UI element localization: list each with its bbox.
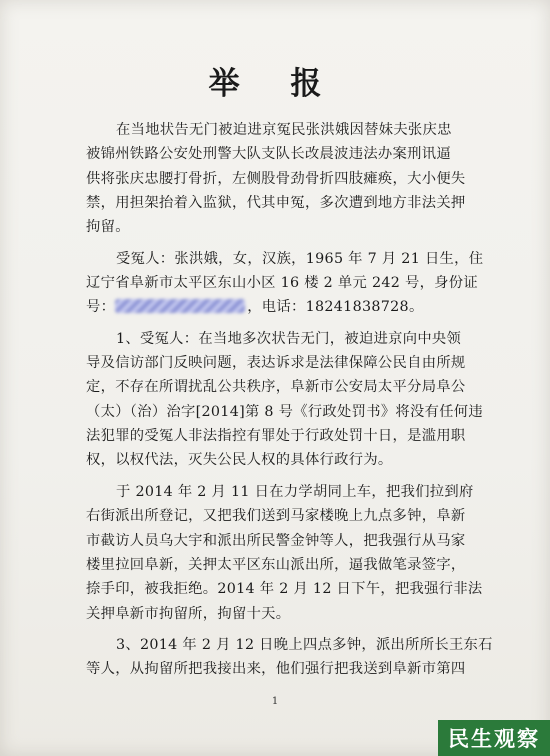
redacted-id-number bbox=[115, 299, 245, 313]
text-line: 1、受冤人：在当地多次状告无门，被迫进京向中央领 bbox=[116, 330, 462, 347]
text-line: 3、2014 年 2 月 12 日晚上四点多钟，派出所所长王东石 bbox=[116, 636, 493, 653]
text-line: 辽宁省阜新市太平区东山小区 16 楼 2 单元 242 号，身份证 bbox=[86, 275, 478, 292]
text-line: 等人，从拘留所把我接出来，他们强行把我送到阜新市第四 bbox=[86, 661, 466, 678]
text-line-id bbox=[86, 295, 488, 319]
document-title: 举 报 bbox=[208, 66, 342, 102]
text-line: 权，以权代法，灭失公民人权的具体行政行为。 bbox=[86, 452, 393, 469]
watermark-badge bbox=[438, 720, 550, 756]
text-line: 关押阜新市拘留所，拘留十天。 bbox=[86, 605, 291, 622]
text-line: 市截访人员乌大宇和派出所民警金钟等人，把我强行从马家 bbox=[86, 532, 466, 549]
text-line: 捺手印，被我拒绝。2014 年 2 月 12 日下午，把我强行非法 bbox=[86, 581, 483, 598]
text-line: 导及信访部门反映问题，表达诉求是法律保障公民自由所规 bbox=[86, 355, 466, 372]
text-line: 法犯罪的受冤人非法指控有罪处于行政处罚十日，是滥用职 bbox=[86, 428, 466, 445]
text-fragment: ，电话：18241838728。 bbox=[247, 299, 424, 316]
text-line: （太）（治）治字[2014]第 8 号《行政处罚书》将没有任何违 bbox=[86, 403, 484, 420]
page-number: 1 bbox=[271, 696, 279, 707]
text-line: 定，不存在所谓扰乱公共秩序，阜新市公安局太平分局阜公 bbox=[86, 379, 466, 396]
document-body bbox=[86, 118, 493, 682]
text-line: 供将张庆忠腰打骨折，左侧股骨劲骨折四肢瘫痪，大小便失 bbox=[86, 170, 466, 187]
text-line: 拘留。 bbox=[86, 219, 130, 236]
text-line: 受冤人：张洪娥，女，汉族，1965 年 7 月 21 日生，住 bbox=[116, 250, 484, 267]
text-line: 禁，用担架抬着入监狱，代其申冤，多次遭到地方非法关押 bbox=[86, 195, 466, 212]
text-line: 于 2014 年 2 月 11 日在力学胡同上车，把我们拉到府 bbox=[116, 483, 474, 500]
watermark-text: 民生观察 bbox=[448, 727, 540, 751]
text-line: 楼里拉回阜新，关押太平区东山派出所，逼我做笔录签字， bbox=[86, 556, 466, 573]
text-fragment: 号： bbox=[86, 299, 116, 316]
text-line: 被锦州铁路公安处刑警大队支队长改晨波违法办案刑讯逼 bbox=[86, 146, 451, 163]
text-line: 在当地状告无门被迫进京冤民张洪娥因替妹夫张庆忠 bbox=[116, 122, 452, 138]
text-line: 右街派出所登记，又把我们送到马家楼晚上九点多钟，阜新 bbox=[86, 508, 466, 525]
